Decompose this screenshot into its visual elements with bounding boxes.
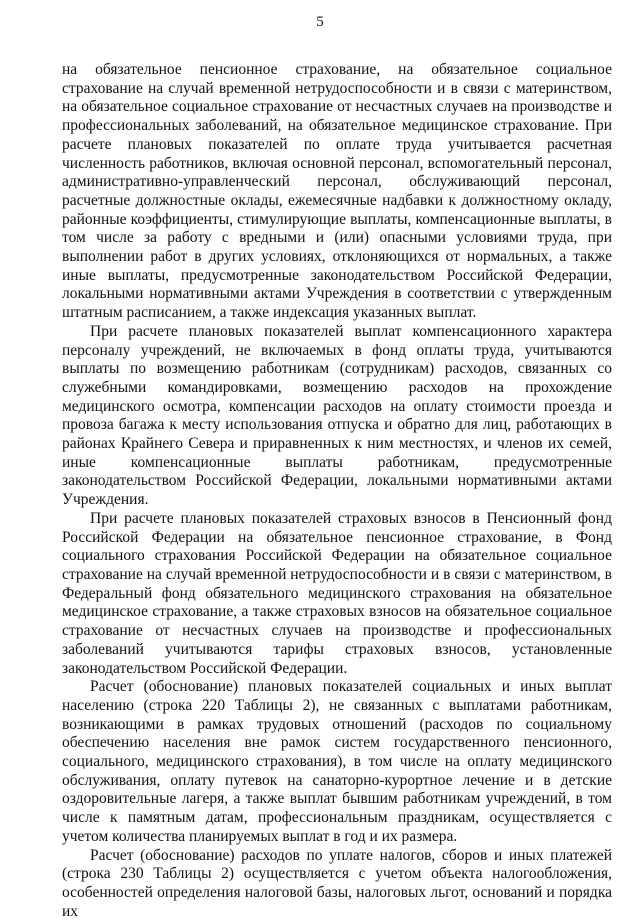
page-number: 5 [316,14,324,30]
paragraph-2: При расчете плановых показателей выплат компенсационного характера персоналу учреждений, не включаемых в фонд оплаты труда, учитываются выплаты по возмещению работникам (сотрудникам) расходов, связанных со служебными командировками, возмещению расходов на прохождение медицинского осмотра, компенсации расходов на оплату стоимости проезда и провоза багажа к месту использования отпуска и обратно для лиц, работающих в районах Крайнего Севера и приравненных к ним местностях, и членов их семей, иные компенсационные выплаты работникам, предусмотренные законодательством Российской Федерации, локальными нормативными актами Учреждения. [62,322,612,509]
document-body [62,61,612,921]
paragraph-3: При расчете плановых показателей страховых взносов в Пенсионный фонд Российской Федерации на обязательное пенсионное страхование, в Фонд социального страхования Российской Федерации на обязательное социальное страхование на случай временной нетрудоспособности и в связи с материнством, в Федеральный фонд обязательного медицинского страхования на обязательное медицинское страхование, а также страховых взносов на обязательное социальное страхование от несчастных случаев на производстве и профессиональных заболеваний учитываются тарифы страховых взносов, установленные законодательством Российской Федерации. [62,509,612,677]
paragraph-4: Расчет (обоснование) плановых показателей социальных и иных выплат населению (строка 220 Таблицы 2), не связанных с выплатами работникам, возникающими в рамках трудовых отношений (расходов по социальному обеспечению населения вне рамок систем государственного пенсионного, социального, медицинского страхования), в том числе на оплату медицинского обслуживания, оплату путевок на санаторно-курортное лечение и в детские оздоровительные лагеря, а также выплат бывшим работникам учреждений, в том числе к памятным датам, профессиональным праздникам, осуществляется с учетом количества планируемых выплат в год и их размера. [62,678,612,845]
paragraph-1: на обязательное пенсионное страхование, на обязательное социальное страхование на случай временной нетрудоспособности и в связи с материнством, на обязательное социальное страхование от несчастных случаев на производстве и профессиональных заболеваний, на обязательное медицинское страхование. При расчете плановых показателей по оплате труда учитывается расчетная численность работников, включая основной персонал, вспомогательный персонал, административно-управленческий персонал, обслуживающий персонал, расчетные должностные оклады, ежемесячные надбавки к должностному окладу, районные коэффициенты, стимулирующие выплаты, компенсационные выплаты, в том числе за работу с вредными и (или) опасными условиями труда, при выполнении работ в других условиях, отклоняющихся от нормальных, а также иные выплаты, предусмотренные законодательством Российской Федерации, локальными нормативными актами Учреждения в соответствии с утвержденным штатным расписанием, а также индексация указанных выплат. [62,61,612,322]
paragraph-5: Расчет (обоснование) расходов по уплате налогов, сборов и иных платежей (строка 230 Таблицы 2) осуществляется с учетом объекта налогообложения, особенностей определения налоговой базы, налоговых льгот, оснований и порядка их [62,846,612,920]
